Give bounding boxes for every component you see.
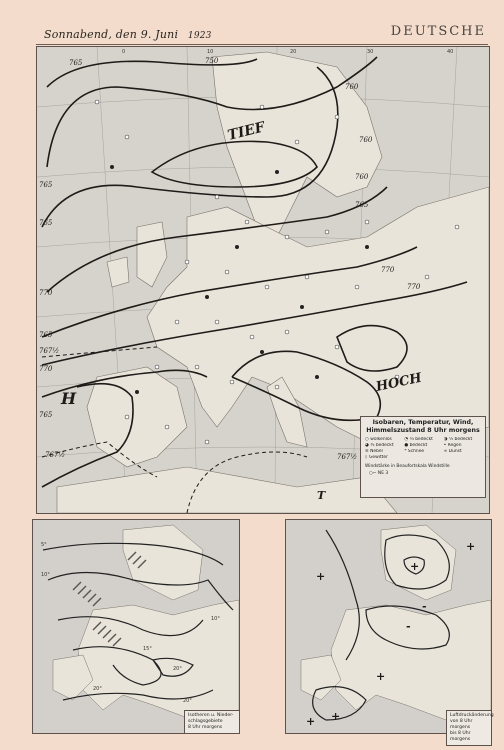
caption-line: Luftdruckänderung — [450, 713, 494, 718]
caption-line: bis 8 Uhr morgens — [450, 731, 471, 742]
pressure-change-inset-map — [285, 519, 492, 734]
isobar-label: 770 — [381, 266, 395, 274]
legend-item: ◑ ½ bedeckt — [443, 437, 473, 442]
caption-line: schlagsgebiete — [188, 719, 223, 724]
lon-tick: 10 — [207, 49, 214, 55]
legend-title — [361, 419, 485, 435]
right-inset-svg — [286, 520, 494, 733]
legend-scale-line: ○⌐ NE 3 — [369, 471, 389, 476]
header-rule — [36, 44, 488, 45]
handwritten-date — [44, 28, 212, 41]
isobar-label: 760 — [359, 136, 373, 144]
legend-item: * Schnee — [404, 449, 425, 454]
isobar-label: 760 — [355, 173, 369, 181]
legend-item: ≡ Nebel — [365, 449, 383, 454]
caption-line: von 8 Uhr morgens — [450, 719, 473, 730]
lon-tick: 30 — [367, 49, 374, 55]
isobar-label: 770 — [407, 283, 421, 291]
caption-line: Isotheren u. Nieder- — [188, 713, 234, 718]
isobar-label: 767½ — [39, 347, 60, 355]
low-pressure-label: TIEF — [226, 119, 267, 144]
isotherm-label: 5° — [41, 542, 47, 548]
lon-tick: 0 — [122, 49, 126, 55]
isotherm-label: 20° — [173, 666, 182, 672]
left-inset-caption — [184, 710, 240, 734]
isobar-label: 770 — [39, 365, 53, 373]
isotherm-label: 10° — [41, 572, 50, 578]
legend-title-line1: Isobaren, Temperatur, Wind, — [372, 419, 474, 426]
legend-symbols — [361, 435, 485, 463]
high-center-marker: H — [61, 389, 77, 408]
legend-item: ● bedeckt — [404, 443, 428, 448]
temperature-inset-map — [32, 519, 240, 734]
isobar-label: 750 — [205, 57, 219, 65]
handwritten-date-text: Sonnabend, den 9. Juni — [44, 28, 179, 41]
legend-item: ○ wolkenlos — [365, 437, 392, 442]
right-inset-caption — [446, 710, 492, 746]
page-title: DEUTSCHE — [390, 24, 486, 39]
isobar-label: 770 — [39, 289, 53, 297]
caption-line: 8 Uhr morgens — [188, 725, 223, 730]
high-pressure-label: HOCH — [374, 370, 424, 395]
handwritten-year: 1923 — [187, 31, 212, 41]
lon-tick: 20 — [290, 49, 297, 55]
sign-label: + — [306, 715, 316, 728]
isobar-label: 765 — [69, 59, 83, 67]
longitude-ticks — [122, 49, 453, 55]
isotherm-label: 15° — [143, 646, 152, 652]
isotherm-label: 10° — [211, 616, 220, 622]
isobar-label: 767½ — [45, 451, 66, 459]
isotherm-label: 20° — [183, 698, 192, 704]
right-inset-land — [301, 525, 494, 720]
left-inset-svg — [33, 520, 239, 733]
map-legend — [360, 416, 486, 498]
legend-item: ◕ ¾ bedeckt — [365, 443, 394, 448]
legend-item: ∞ Dunst — [443, 449, 462, 454]
isobar-label: 760 — [345, 83, 359, 91]
sign-label: + — [466, 540, 476, 553]
legend-wind-line: Windstärke in Beaufortskala Windstille — [365, 464, 450, 469]
sign-label: + — [410, 560, 420, 573]
sign-label: + — [376, 670, 386, 683]
sign-label: - — [422, 600, 427, 613]
isotherm-label: 20° — [93, 686, 102, 692]
legend-title-line2: Himmelszustand 8 Uhr morgens — [366, 427, 480, 434]
legend-item: • Regen — [443, 443, 462, 448]
low-center-marker: T — [317, 489, 326, 502]
sign-label: + — [316, 570, 326, 583]
legend-item: ᚱ Gewitter — [365, 455, 388, 460]
lon-tick: 40 — [447, 49, 454, 55]
sign-label: + — [331, 710, 341, 723]
isobar-label: 765 — [39, 181, 53, 189]
isobar-label: 765 — [39, 411, 53, 419]
isobar-label: 767½ — [337, 453, 358, 461]
isobar-label: 765 — [39, 331, 53, 339]
isobar-label: 765 — [355, 201, 369, 209]
sign-label: - — [406, 620, 411, 633]
legend-item: ◔ ¼ bedeckt — [404, 437, 433, 442]
isobar-label: 765 — [39, 219, 53, 227]
